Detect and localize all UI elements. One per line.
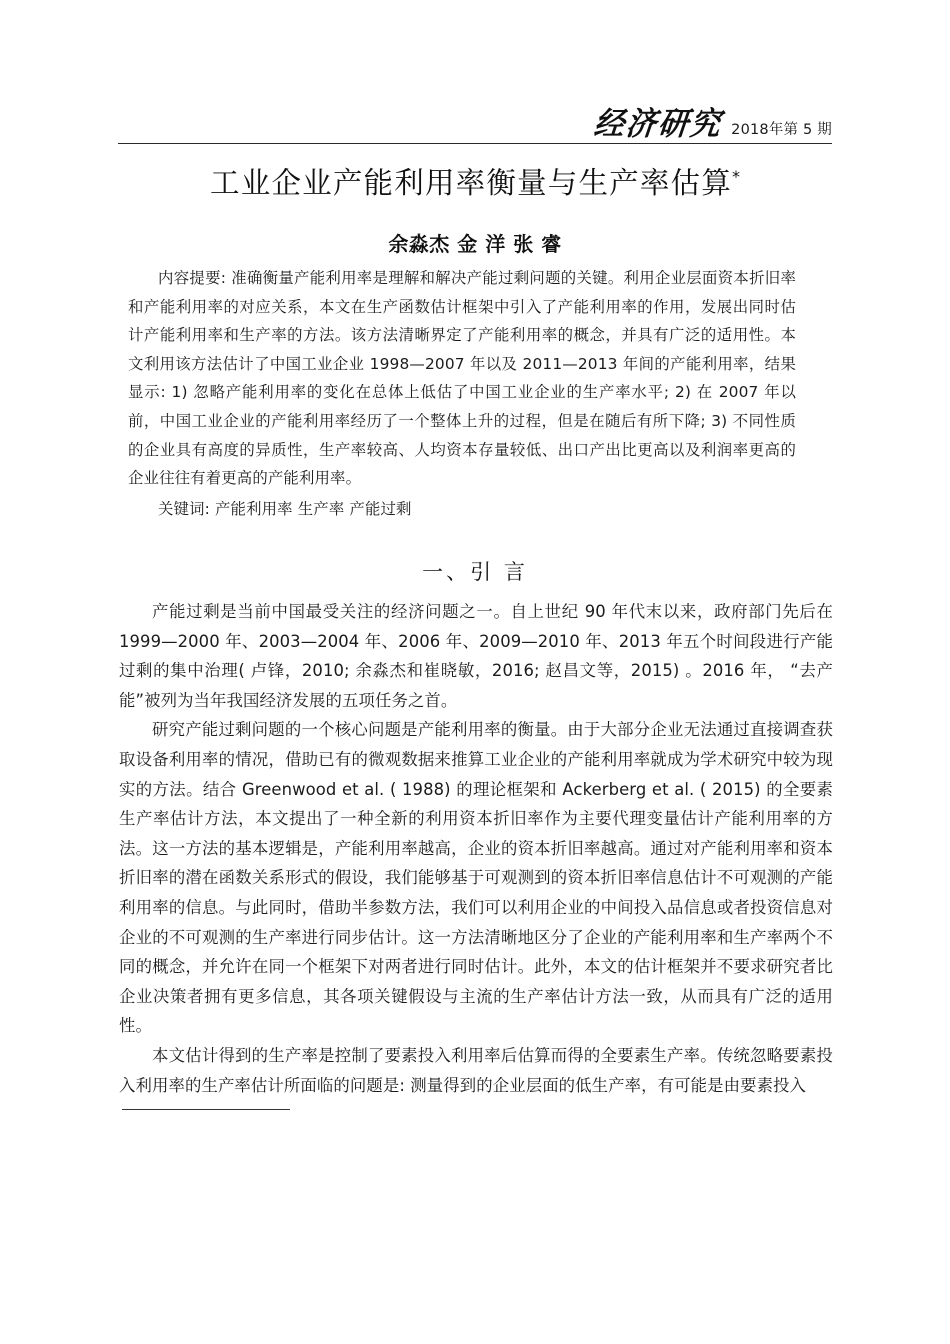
body-paragraph: 研究产能过剩问题的一个核心问题是产能利用率的衡量。由于大部分企业无法通过直接调查获取设备利用率的情况，借助已有的微观数据来推算工业企业的产能利用率就成为学术研究中较为现实的方法。结合 Greenwood et al. ( 1988) 的理论框架和 Ackerberg et al. ( 2015) 的全要素生产率估计方法，本文提出了一种全新的利用资本折旧率作为主要代理变量估计产能利用率的方法。这一方法的基本逻辑是，产能利用率越高，企业的资本折旧率越高。通过对产能利用率和资本折旧率的潜在函数关系形式的假设，我们能够基于可观测到的资本折旧率信息估计不可观测的产能利用率的信息。与此同时，借助半参数方法，我们可以利用企业的中间投入品信息或者投资信息对企业的不可观测的生产率进行同步估计。这一方法清晰地区分了企业的产能利用率和生产率两个不同的概念，并允许在同一个框架下对两者进行同时估计。此外，本文的估计框架并不要求研究者比企业决策者拥有更多信息，其各项关键假设与主流的生产率估计方法一致，从而具有广泛的适用性。: [119, 720, 833, 1036]
title-text: 工业企业产能利用率衡量与生产率估算: [210, 166, 732, 200]
author-names: 余淼杰 金 洋 张 睿: [388, 232, 562, 256]
issue-label: 2018年第 5 期: [731, 121, 832, 138]
keywords-text: 关键词: 产能利用率 生产率 产能过剩: [158, 499, 412, 518]
abstract-text: 内容提要: 准确衡量产能利用率是理解和解决产能过剩问题的关键。利用企业层面资本折旧率和产能利用率的对应关系，本文在生产函数估计框架中引入了产能利用率的作用，发展出同时估计产能利用率和生产率的方法。该方法清晰界定了产能利用率的概念，并具有广泛的适用性。本文利用该方法估计了中国工业企业 1998—2007 年以及 2011—2013 年间的产能利用率，结果显示: 1) 忽略产能利用率的变化在总体上低估了中国工业企业的生产率水平; 2) 在 2007 年以前，中国工业企业的产能利用率经历了一个整体上升的过程，但是在随后有所下降; 3) 不同性质的企业具有高度的异质性，生产率较高、人均资本存量较低、出口产出比更高以及利润率更高的企业往往有着更高的产能利用率。: [128, 269, 796, 488]
journal-logo: 经济研究: [592, 105, 725, 144]
body-text: [119, 597, 833, 1100]
abstract-block: [128, 264, 796, 523]
author-line: [0, 228, 950, 257]
title-footnote-marker: *: [731, 167, 740, 187]
section-heading-introduction: 一、引 言: [422, 560, 528, 584]
page-title: [0, 160, 950, 202]
body-paragraph: 产能过剩是当前中国最受关注的经济问题之一。自上世纪 90 年代末以来，政府部门先后在 1999—2000 年、2003—2004 年、2006 年、2009—2010 年、2013 年五个时间段进行产能过剩的集中治理( 卢锋，2010; 余淼杰和崔晓敏，2016; 赵昌文等，2015) 。2016 年， “去产能”被列为当年我国经济发展的五项任务之首。: [119, 602, 833, 710]
footnote-separator: [122, 1109, 290, 1110]
body-paragraph: 本文估计得到的生产率是控制了要素投入利用率后估算而得的全要素生产率。传统忽略要素投入利用率的生产率估计所面临的问题是: 测量得到的企业层面的低生产率，有可能是由要素投入: [119, 1045, 833, 1095]
running-header: [118, 100, 832, 144]
